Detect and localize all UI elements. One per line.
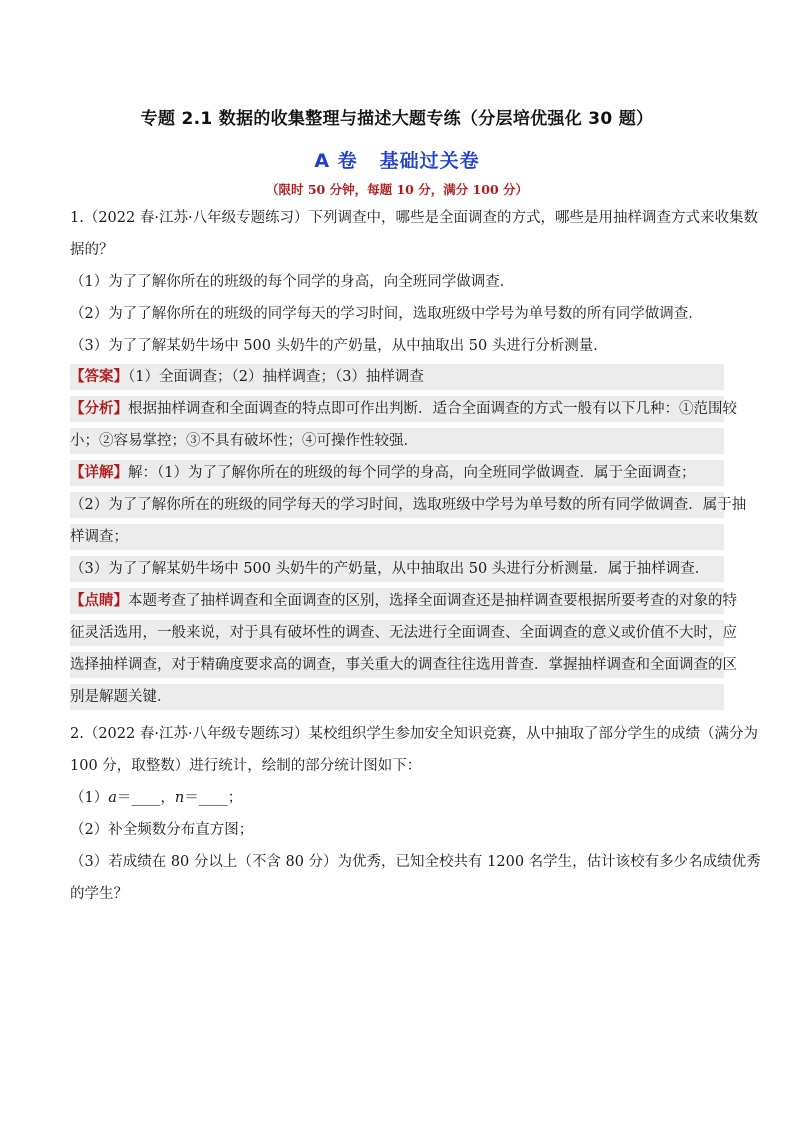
comment-line3: 选择抽样调查，对于精确度要求高的调查，事关重大的调查往往选用普查．掌握抽样调查和全面调查的区 <box>70 652 724 678</box>
section-heading <box>70 146 724 173</box>
q2-item1-blank-n: ＝____； <box>184 790 243 806</box>
comment-tag: 【点睛】 <box>70 593 128 609</box>
time-limit-note: （限时 50 分钟，每题 10 分，满分 100 分） <box>266 182 528 197</box>
q1-item-2: （2）为了了解你所在的班级的同学每天的学习时间，选取班级中学号为单号数的所有同学做调查． <box>70 306 703 322</box>
analysis-line2: 小；②容易掌控；③不具有破坏性；④可操作性较强． <box>70 428 724 454</box>
q2-stem-line1: 2.（2022 春·江苏·八年级专题练习）某校组织学生参加安全知识竞赛，从中抽取了部分学生的成绩（满分为 <box>70 726 759 742</box>
section-part: A 卷 <box>314 150 358 172</box>
q2-item-3-line1: （3）若成绩在 80 分以上（不含 80 分）为优秀，已知全校共有 1200 名学生，估计该校有多少名成绩优秀 <box>70 854 761 870</box>
var-n: n <box>174 790 185 806</box>
q1-stem-line2: 据的？ <box>70 242 114 258</box>
comment-line4: 别是解题关键． <box>70 684 724 710</box>
detail-line3: 样调查； <box>70 524 724 550</box>
detail-line1 <box>70 460 724 486</box>
detail-line4: （3）为了了解某奶牛场中 500 头奶牛的产奶量，从中抽取出 50 头进行分析测量．属于抽样调查． <box>70 556 724 582</box>
q2-item-3-line2: 的学生？ <box>70 886 128 902</box>
answer-tag: 【答案】 <box>70 369 128 385</box>
q2-item-1 <box>70 788 724 808</box>
analysis-tag: 【分析】 <box>70 401 128 417</box>
q2-stem-line2: 100 分，取整数）进行统计，绘制的部分统计图如下： <box>70 758 422 774</box>
answer-line <box>70 364 724 390</box>
q1-item-1: （1）为了了解你所在的班级的每个同学的身高，向全班同学做调查． <box>70 274 515 290</box>
q2-item1-prefix: （1） <box>70 790 109 806</box>
page-title: 专题 2.1 数据的收集整理与描述大题专练（分层培优强化 30 题） <box>140 109 654 129</box>
section-name: 基础过关卷 <box>379 150 480 172</box>
answer-text: （1）全面调查；（2）抽样调查；（3）抽样调查 <box>128 369 424 385</box>
q1-item-3: （3）为了了解某奶牛场中 500 头奶牛的产奶量，从中抽取出 50 头进行分析测量． <box>70 338 608 354</box>
comment-line1 <box>70 588 737 614</box>
detail-text-1: 解：（1）为了了解你所在的班级的每个同学的身高，向全班同学做调查．属于全面调查； <box>128 465 696 481</box>
comment-text-1: 本题考查了抽样调查和全面调查的区别，选择全面调查还是抽样调查要根据所要考查的对象的特 <box>128 593 737 609</box>
analysis-text-1: 根据抽样调查和全面调查的特点即可作出判断．适合全面调查的方式一般有以下几种：①范围较 <box>128 401 737 417</box>
q1-stem-line1: 1.（2022 春·江苏·八年级专题练习）下列调查中，哪些是全面调查的方式，哪些是用抽样调查方式来收集数 <box>70 210 759 226</box>
q2-item-2: （2）补全频数分布直方图； <box>70 822 254 838</box>
detail-line2: （2）为了了解你所在的班级的同学每天的学习时间，选取班级中学号为单号数的所有同学做调查．属于抽 <box>70 492 724 518</box>
q2-item1-blank-a: ＝____， <box>116 790 175 806</box>
comment-line2: 征灵活选用，一般来说，对于具有破坏性的调查、无法进行全面调查、全面调查的意义或价值不大时，应 <box>70 620 724 646</box>
detail-tag: 【详解】 <box>70 465 128 481</box>
analysis-line1 <box>70 396 737 422</box>
var-a: a <box>108 790 117 806</box>
